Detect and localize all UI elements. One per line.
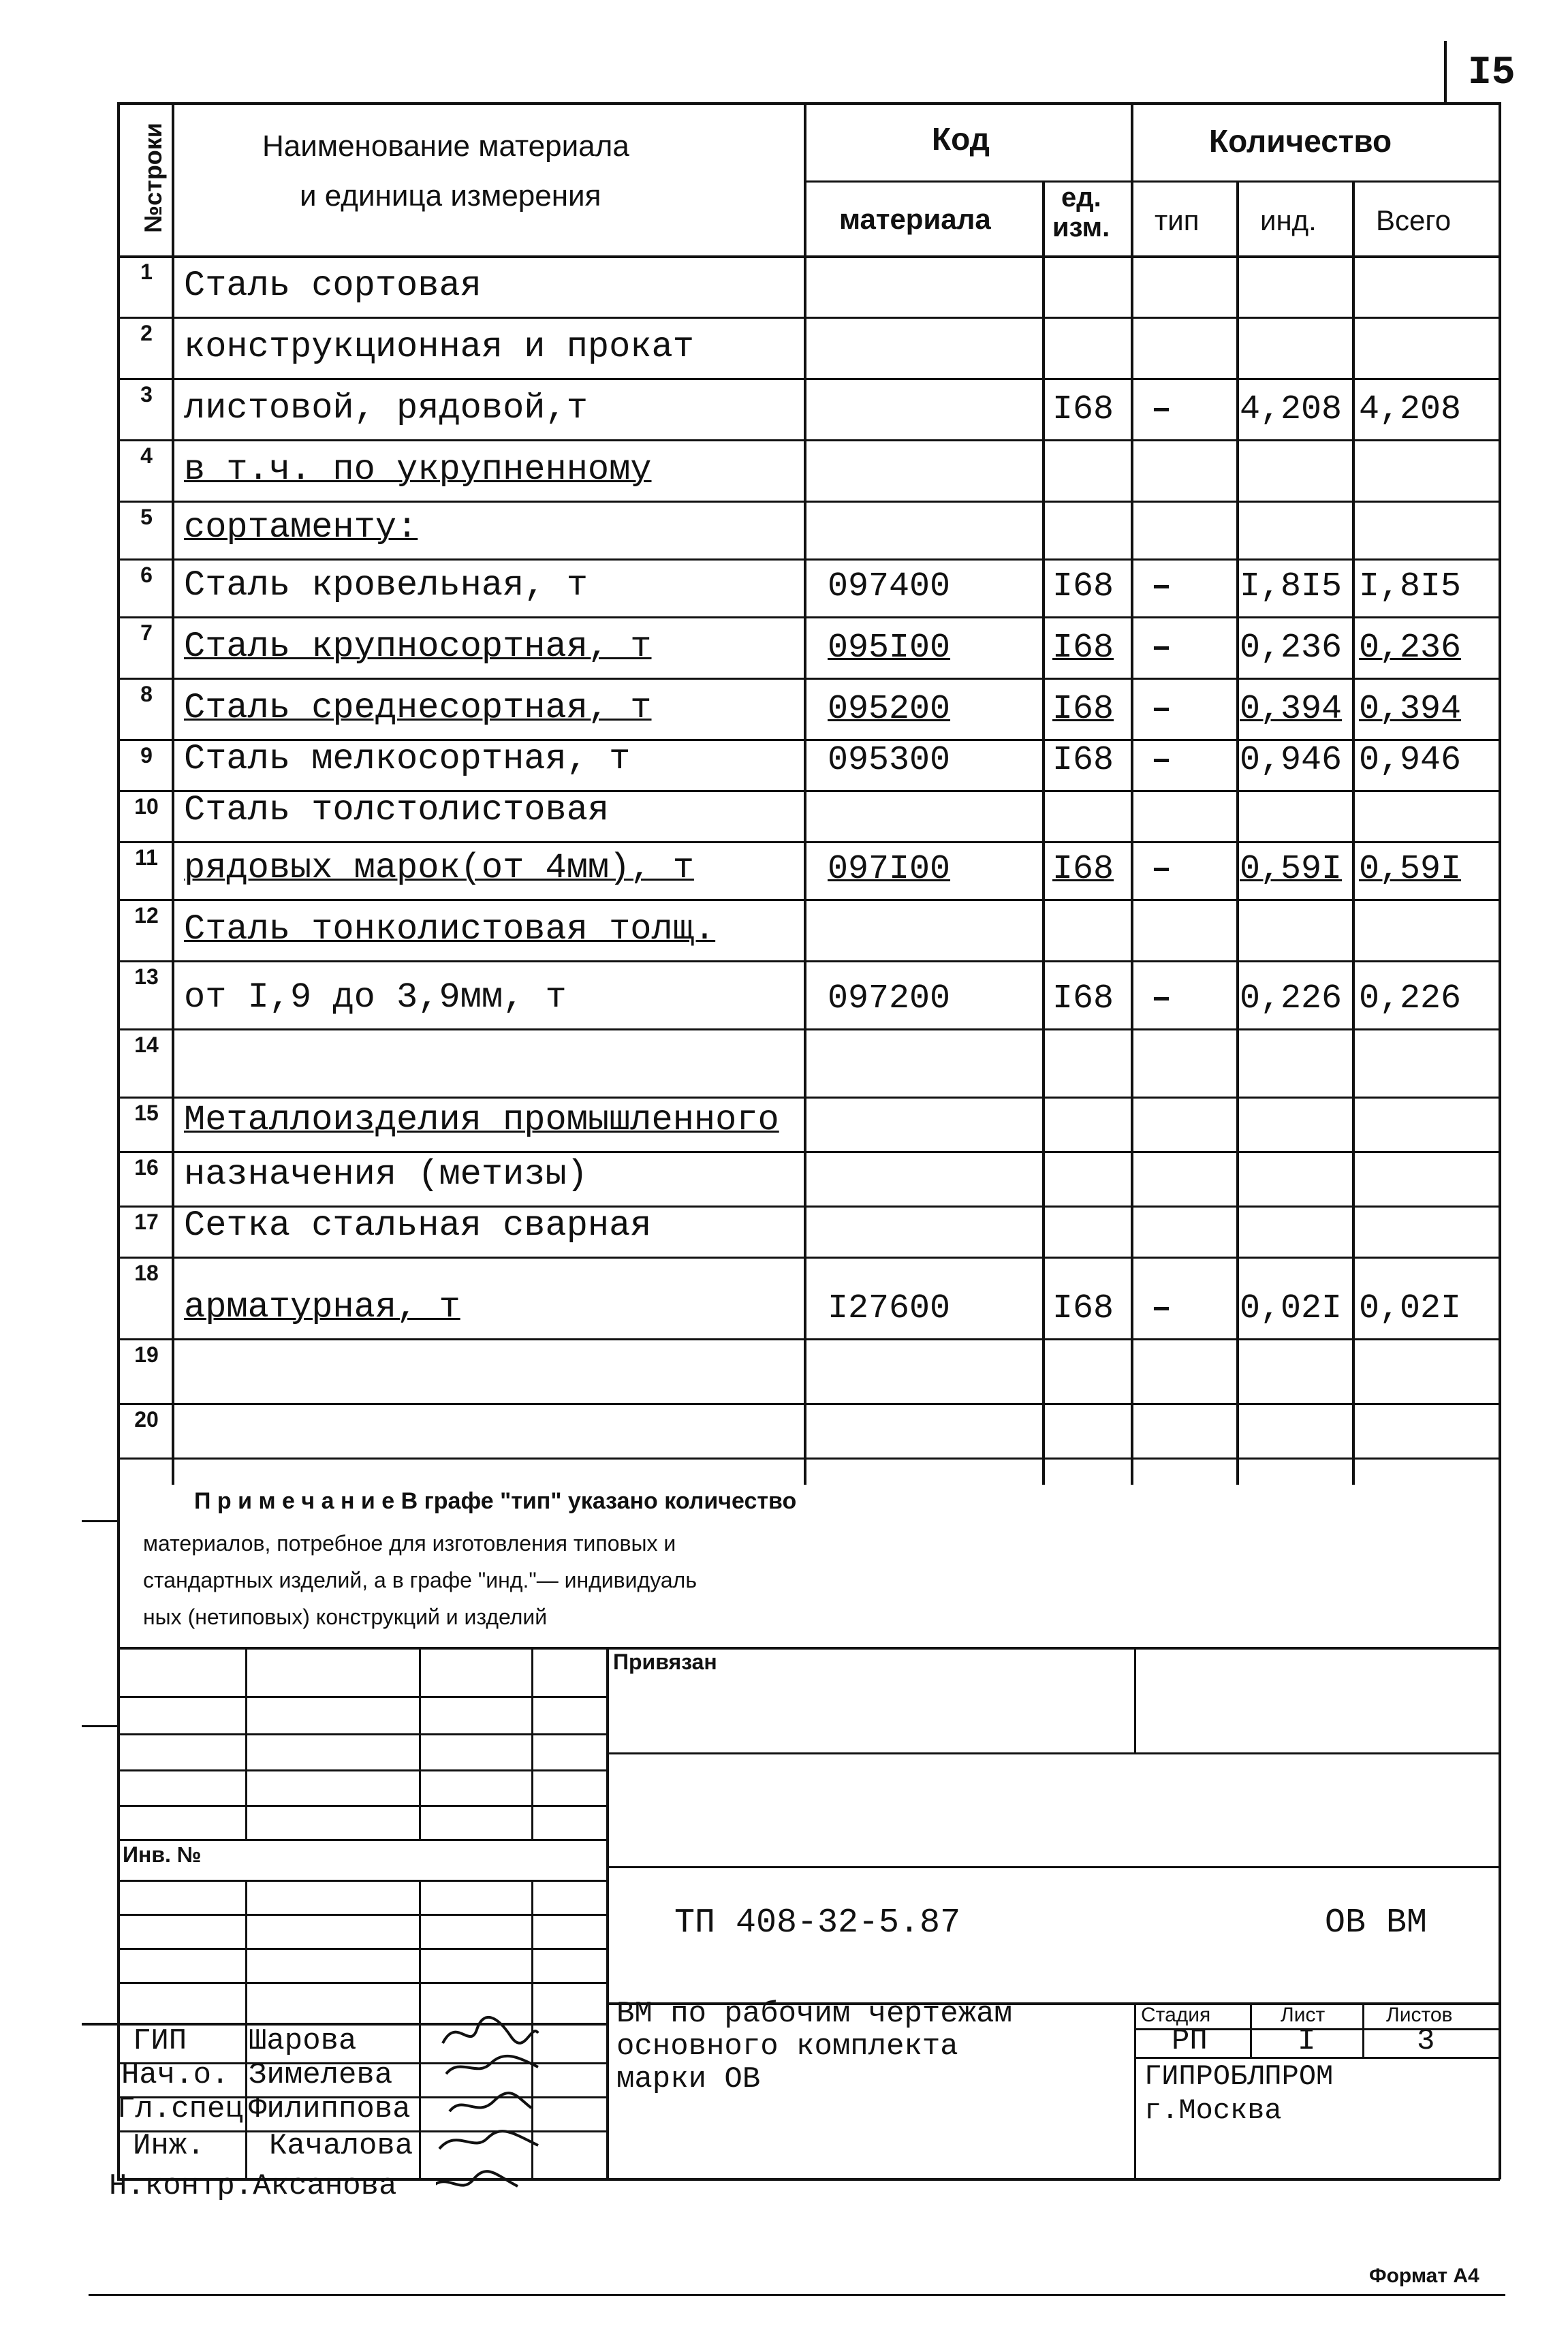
table-left-border [117,102,120,1485]
row-line [117,501,1501,503]
stamp-col-main [606,1647,609,2179]
row-line [117,317,1501,319]
sig-name-3: Филиппова [249,2092,411,2126]
row-qty-ind: 0,394 [1240,690,1343,729]
row-line [117,616,1501,618]
row-line [117,439,1501,441]
row-material-name: Сталь среднесортная, т [184,688,652,728]
row-line [117,1028,1501,1030]
title-line-2: основного комплекта [616,2030,958,2064]
org-line-1: ГИПРОБЛПРОМ [1144,2060,1334,2093]
sig-role-1: ГИП [133,2024,187,2058]
title-line-3: марки ОВ [616,2062,761,2096]
row-qty-total: 4,208 [1359,390,1462,429]
row-material-name: арматурная, т [184,1287,460,1327]
row-material-name: конструкционная и прокат [184,327,694,367]
row-qty-total: I,8I5 [1359,567,1462,606]
row-qty-ind: 0,226 [1240,979,1343,1018]
row-line [117,960,1501,962]
row-number: 1 [140,259,153,284]
stamp-col-2 [419,1647,421,1839]
stamp-row-8 [117,1948,608,1950]
row-material-code: 095300 [828,741,951,780]
header-row-number: №строки [139,123,167,233]
col-divider-qty [1131,102,1133,1485]
row-material-name: в т.ч. по укрупненному [184,450,652,490]
note-line-4: ных (нетиповых) конструкций и изделий [143,1605,548,1629]
row-qty-type: – [1151,1289,1172,1328]
note-line-1: П р и м е ч а н и е В графе "тип" указано количество [194,1488,797,1514]
header-code-unit-2: изм. [1052,212,1110,242]
row-number: 14 [134,1033,159,1057]
row-qty-type: – [1151,629,1172,667]
row-material-name: сортаменту: [184,507,418,548]
row-qty-ind: 0,59I [1240,850,1343,889]
stamp-right-row-2 [606,1866,1500,1868]
row-material-code: 097I00 [828,850,951,889]
row-unit-code: I68 [1052,629,1114,667]
sig-role-2: Нач.о. [121,2058,230,2092]
row-number: 19 [134,1342,159,1367]
row-unit-code: I68 [1052,690,1114,729]
row-material-name: рядовых марок(от 4мм), т [184,848,694,888]
row-number: 20 [134,1407,159,1432]
row-line [117,678,1501,680]
row-number: 6 [140,563,153,587]
row-line [117,1097,1501,1099]
row-material-code: 097400 [828,567,951,606]
row-unit-code: I68 [1052,567,1114,606]
header-quantity: Количество [1209,123,1392,159]
row-unit-code: I68 [1052,390,1114,429]
row-line [117,1403,1501,1405]
row-material-name: Сталь кровельная, т [184,565,588,605]
stage-label: Стадия [1141,2004,1211,2026]
row-number: 17 [134,1210,159,1234]
row-line [117,378,1501,380]
header-name-line2: и единица измерения [300,179,601,212]
row-qty-total: 0,236 [1359,629,1462,667]
row-number: 9 [140,743,153,768]
row-unit-code: I68 [1052,1289,1114,1328]
row-qty-ind: 0,946 [1240,741,1343,780]
stamp-row-4 [117,1805,608,1807]
page-number-divider [1444,41,1447,104]
sig-name-1: Шарова [249,2024,357,2058]
header-code: Код [932,121,990,157]
stamp-top [117,1647,1501,1650]
row-qty-total: 0,394 [1359,690,1462,729]
row-material-name: листовой, рядовой,т [184,388,588,428]
stamp-row-2 [117,1733,608,1735]
col-divider-code [804,102,806,1485]
header-qty-type: тип [1155,204,1199,236]
sig-name-4: Качалова [269,2129,413,2163]
table-right-border [1499,102,1501,1485]
page-number: I5 [1468,51,1516,95]
row-line [117,558,1501,561]
row-qty-total: 0,226 [1359,979,1462,1018]
stamp-col-1b [245,1880,247,2179]
sig-role-3: Гл.спец [117,2092,243,2126]
sheet-value: I [1298,2024,1316,2058]
row-number: 3 [140,382,153,407]
row-number: 5 [140,505,153,529]
row-number: 11 [135,845,158,870]
stamp-row-5 [117,1839,608,1841]
handwritten-signatures [436,2009,559,2207]
row-number: 13 [134,964,159,989]
row-unit-code: I68 [1052,850,1114,889]
norm-control: Н.контр.Аксанова [109,2169,397,2203]
stamp-row-1 [117,1696,608,1698]
inv-no-label: Инв. № [123,1842,202,1867]
stamp-bottom-right [606,2178,1500,2181]
row-line [117,841,1501,843]
col-divider-unit [1042,180,1045,1485]
row-qty-ind: 0,236 [1240,629,1343,667]
row-number: 12 [134,903,159,928]
row-material-code: 097200 [828,979,951,1018]
row-number: 7 [140,620,153,645]
row-material-name: Сталь толстолистовая [184,790,610,830]
row-qty-total: 0,59I [1359,850,1462,889]
row-qty-ind: 0,02I [1240,1289,1343,1328]
row-qty-ind: 4,208 [1240,390,1343,429]
row-material-name: Сталь крупносортная, т [184,627,652,667]
col-divider-rownum [172,102,174,1485]
col-divider-ind [1236,180,1239,1485]
row-material-name: Металлоизделия промышленного [184,1100,779,1140]
row-number: 2 [140,321,153,345]
header-qty-total: Всего [1376,204,1452,236]
stamp-left-tick [82,1725,119,1727]
sheets-value: 3 [1417,2024,1435,2058]
row-qty-type: – [1151,567,1172,606]
note-right-border [1499,1485,1501,2036]
row-qty-type: – [1151,390,1172,429]
row-qty-total: 0,946 [1359,741,1462,780]
row-material-code: 095200 [828,690,951,729]
header-subdivider [804,180,1500,183]
stamp-right-row-1 [606,1752,1500,1754]
note-left-border [117,1485,120,2179]
row-material-name: Сетка стальная сварная [184,1206,652,1246]
row-material-code: I27600 [828,1289,951,1328]
doc-mark: ОВ ВМ [1325,1904,1428,1942]
stamp-col-1 [245,1647,247,1839]
col-divider-total [1352,180,1355,1485]
row-qty-type: – [1151,741,1172,780]
row-number: 8 [140,682,153,706]
row-qty-type: – [1151,979,1172,1018]
note-left-tick [82,1520,119,1522]
row-number: 4 [140,443,153,468]
row-material-name: Сталь мелкосортная, т [184,739,631,779]
header-code-unit-1: ед. [1061,183,1101,212]
stage-value: РП [1172,2024,1208,2058]
row-number: 15 [134,1101,159,1125]
sheet-label: Лист [1281,2004,1326,2026]
stamp-row-6 [117,1880,608,1882]
header-bottom [117,255,1501,258]
header-name-line1: Наименование материала [262,129,629,163]
row-line [117,1458,1501,1460]
row-material-code: 095I00 [828,629,951,667]
row-number: 16 [134,1155,159,1180]
row-number: 18 [134,1261,159,1285]
header-qty-ind: инд. [1260,204,1317,236]
sheets-label: Листов [1386,2004,1453,2026]
stamp-col-2b [419,1880,421,2179]
row-line [117,899,1501,901]
row-qty-ind: I,8I5 [1240,567,1343,606]
footer-line [89,2294,1505,2296]
row-material-name: от I,9 до 3,9мм, т [184,977,567,1018]
row-qty-type: – [1151,850,1172,889]
row-unit-code: I68 [1052,741,1114,780]
row-line [117,1151,1501,1153]
row-qty-type: – [1151,690,1172,729]
stamp-col-right [1134,1647,1136,1752]
stamp-row-9 [117,1982,608,1984]
note-line-2: материалов, потребное для изготовления типовых и [143,1531,676,1556]
row-line [117,1257,1501,1259]
title-line-1: ВМ по рабочим чертежам [616,1997,1012,2031]
sig-name-2: Зимелева [249,2058,393,2092]
stamp-row-7 [117,1914,608,1916]
stamp-col-3 [531,1647,533,1839]
header-code-material: материала [839,203,991,235]
row-material-name: Сталь тонколистовая толщ. [184,909,716,949]
format-label: Формат А4 [1369,2265,1479,2287]
row-material-name: назначения (метизы) [184,1154,588,1195]
row-material-name: Сталь сортовая [184,266,482,306]
doc-code: ТП 408-32-5.87 [674,1904,961,1942]
row-unit-code: I68 [1052,979,1114,1018]
sig-role-4: Инж. [133,2129,205,2163]
attached-label: Привязан [613,1650,717,1674]
row-number: 10 [134,794,159,819]
stamp-row-3 [117,1769,608,1771]
row-qty-total: 0,02I [1359,1289,1462,1328]
org-line-2: г.Москва [1144,2094,1282,2127]
note-line-3: стандартных изделий, а в графе "инд."— индивидуаль [143,1568,697,1592]
table-top-border [117,102,1501,105]
row-line [117,1338,1501,1340]
